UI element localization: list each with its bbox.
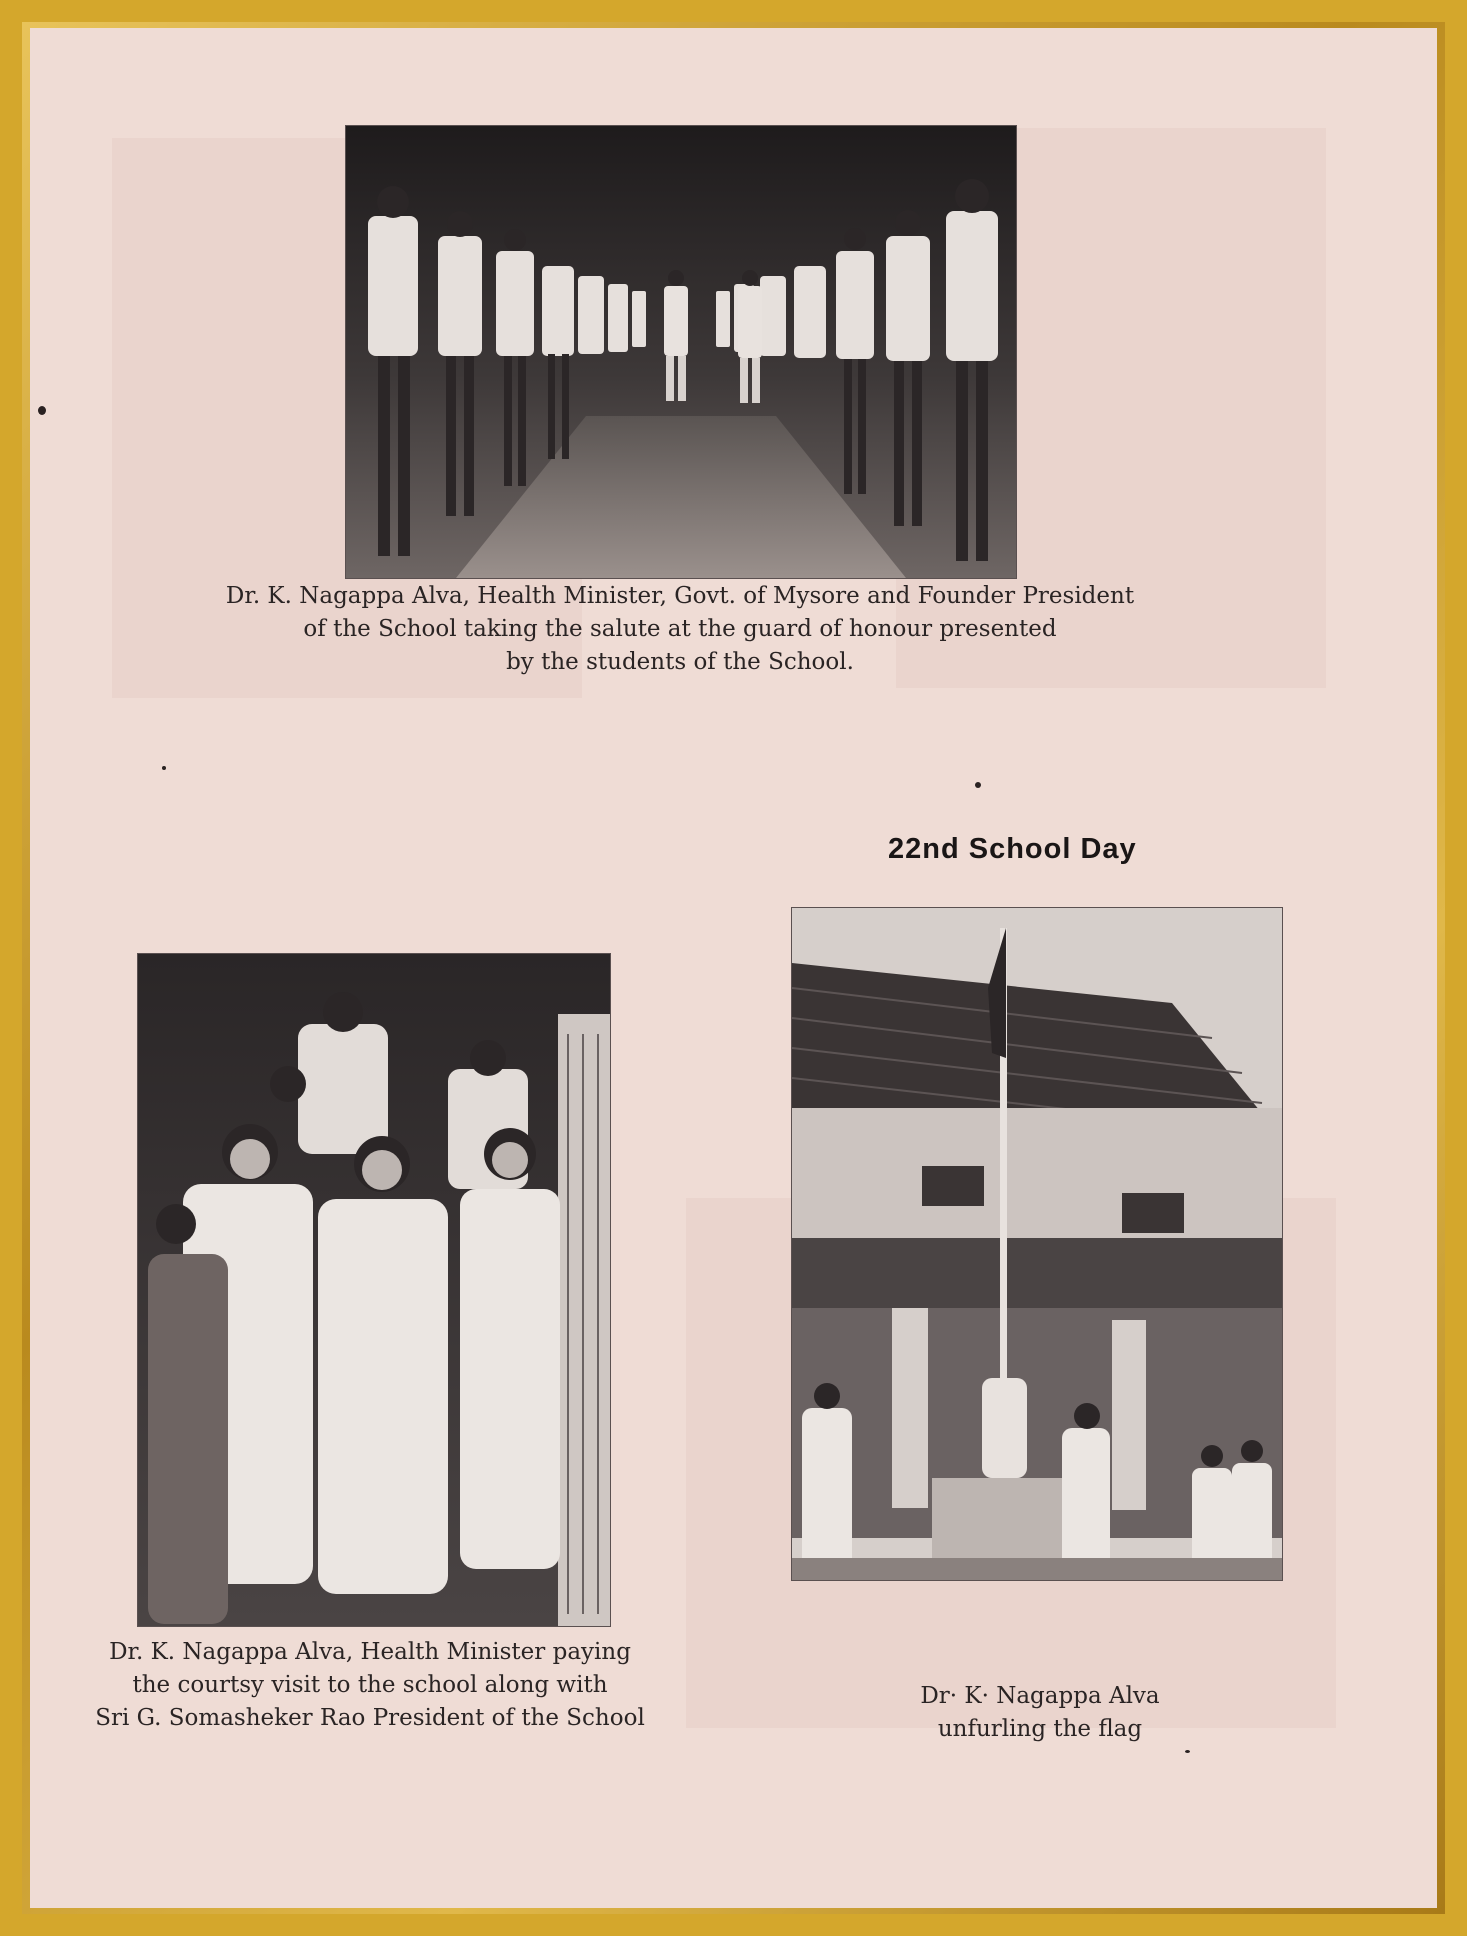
caption-line: Dr. K. Nagappa Alva, Health Minister, Govt. of Mysore and Founder President [225, 583, 1135, 609]
courtesy-visit-illustration [138, 954, 610, 1626]
dust-speck [975, 782, 981, 788]
guard-of-honour-caption [200, 580, 1160, 679]
caption-line: unfurling the flag [937, 1716, 1143, 1742]
flag-unfurling-photo [792, 908, 1282, 1580]
caption-line: the courtsy visit to the school along with [132, 1672, 608, 1698]
document-page [30, 28, 1437, 1908]
guard-of-honour-photo [346, 126, 1016, 578]
caption-line: Sri G. Somasheker Rao President of the School [95, 1705, 645, 1731]
caption-line: by the students of the School. [506, 649, 854, 675]
caption-line: Dr. K. Nagappa Alva, Health Minister paying [109, 1639, 631, 1665]
courtesy-visit-photo [138, 954, 610, 1626]
flag-unfurling-illustration [792, 908, 1282, 1580]
caption-line: Dr· K· Nagappa Alva [920, 1683, 1160, 1709]
dust-speck [162, 766, 166, 770]
caption-line: of the School taking the salute at the guard of honour presented [303, 616, 1057, 642]
section-heading: 22nd School Day [888, 833, 1137, 865]
guard-of-honour-illustration [346, 126, 1016, 578]
dust-speck [38, 406, 46, 415]
courtesy-visit-caption [70, 1636, 670, 1735]
dust-speck [1185, 1750, 1190, 1753]
flag-unfurling-caption [870, 1680, 1210, 1746]
